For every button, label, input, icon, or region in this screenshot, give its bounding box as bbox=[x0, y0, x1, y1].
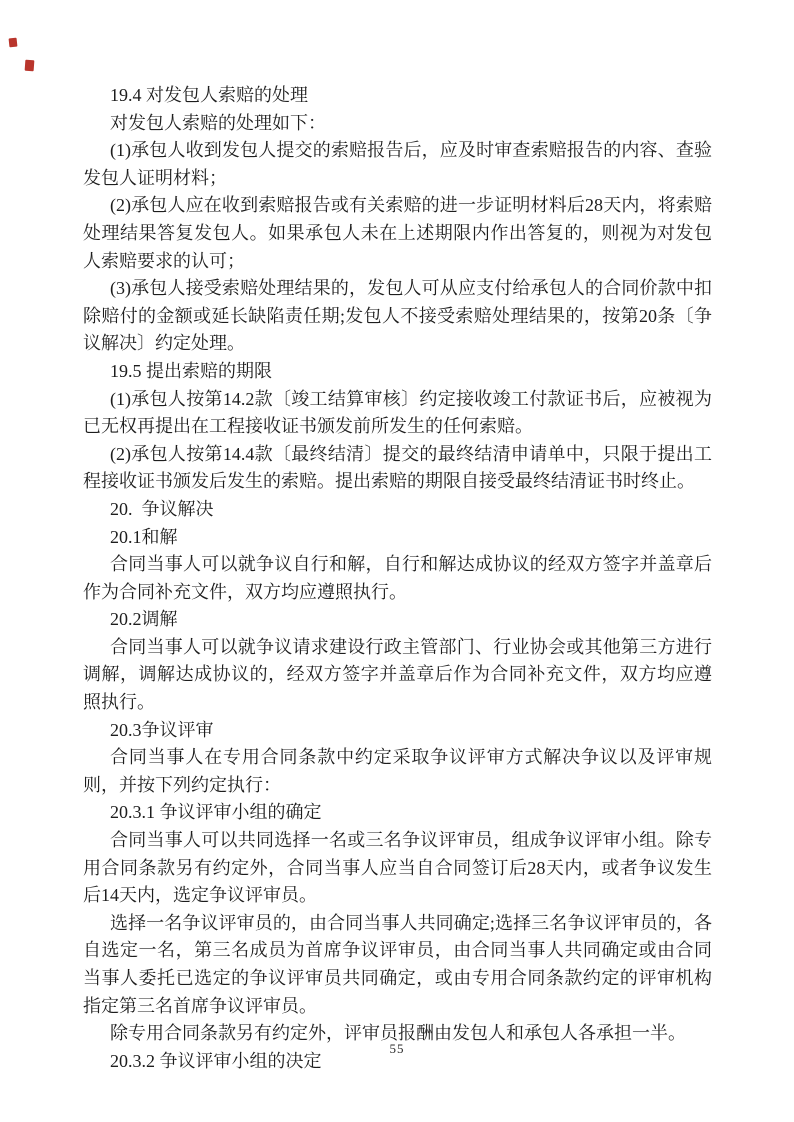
paragraph: (2)承包人应在收到索赔报告或有关索赔的进一步证明材料后28天内，将索赔处理结果答复发包人。如果承包人未在上述期限内作出答复的，则视为对发包人索赔要求的认可； bbox=[83, 195, 712, 271]
paragraph: (1)承包人按第14.2款〔竣工结算审核〕约定接收竣工付款证书后，应被视为已无权再提出在工程接收证书颁发前所发生的任何索赔。 bbox=[83, 388, 712, 437]
paragraph: 选择一名争议评审员的，由合同当事人共同确定;选择三名争议评审员的，各自选定一名，第三名成员为首席争议评审员，由合同当事人共同确定或由合同当事人委托已选定的争议评审员共同确定，或由专用合同条款约定的评审机构指定第三名首席争议评审员。 bbox=[83, 912, 712, 1016]
paragraph: 对发包人索赔的处理如下： bbox=[110, 112, 326, 133]
paragraph: (1)承包人收到发包人提交的索赔报告后，应及时审查索赔报告的内容、查验发包人证明材料； bbox=[83, 140, 712, 188]
paragraph: 20.3.1 争议评审小组的确定 bbox=[110, 802, 322, 823]
page-number: 55 bbox=[389, 1041, 405, 1056]
red-annotation-mark-bottom bbox=[25, 60, 35, 72]
red-annotation-mark-top bbox=[9, 38, 18, 48]
paragraph: (3)承包人接受索赔处理结果的，发包人可从应支付给承包人的合同价款中扣除赔付的金额或延长缺陷责任期;发包人不接受索赔处理结果的，按第20条〔争议解决〕约定处理。 bbox=[83, 278, 712, 354]
paragraph: 19.5 提出索赔的期限 bbox=[110, 360, 272, 381]
paragraph: 合同当事人可以就争议请求建设行政主管部门、行业协会或其他第三方进行调解，调解达成协议的，经双方签字并盖章后作为合同补充文件，双方均应遵照执行。 bbox=[83, 636, 712, 713]
paragraph: 20.1和解 bbox=[110, 526, 178, 547]
paragraph: 20. 争议解决 bbox=[110, 498, 214, 519]
contract-text-block bbox=[83, 82, 712, 1075]
paragraph: 合同当事人在专用合同条款中约定采取争议评审方式解决争议以及评审规则，并按下列约定执行： bbox=[83, 747, 712, 795]
paragraph: 除专用合同条款另有约定外，评审员报酬由发包人和承包人各承担一半。 bbox=[110, 1023, 686, 1044]
paragraph: 20.3.2 争议评审小组的决定 bbox=[110, 1050, 322, 1071]
paragraph: 19.4 对发包人索赔的处理 bbox=[110, 85, 308, 105]
paragraph: 20.2调解 bbox=[110, 609, 178, 630]
paragraph: 合同当事人可以就争议自行和解，自行和解达成协议的经双方签字并盖章后作为合同补充文件，双方均应遵照执行。 bbox=[83, 554, 712, 602]
paragraph: 20.3争议评审 bbox=[110, 719, 214, 740]
paragraph: 合同当事人可以共同选择一名或三名争议评审员，组成争议评审小组。除专用合同条款另有约定外，合同当事人应当自合同签订后28天内，或者争议发生后14天内，选定争议评审员。 bbox=[83, 830, 712, 906]
paragraph: (2)承包人按第14.4款〔最终结清〕提交的最终结清申请单中，只限于提出工程接收证书颁发后发生的索赔。提出索赔的期限自接受最终结清证书时终止。 bbox=[83, 443, 712, 492]
